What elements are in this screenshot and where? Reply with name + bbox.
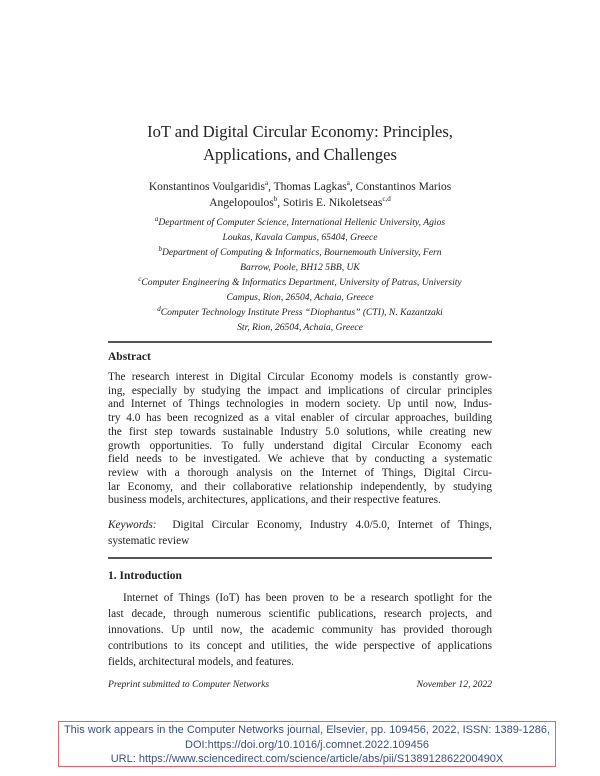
author-list: Konstantinos Voulgaridis$^a$, Thomas Lagkas$^a$, Constantinos Marios Angelopoulos$^b$, Sotiris E. Nikoletseas$^{c,d}$ <box>148 179 452 209</box>
abstract-text: The research interest in Digital Circular Economy models is constantly grow- ing, especially by studying the impact and implications of circular principles and Internet of Things technologies in modern society. Up until now, Indus- try 4.0 has been recognized as a vital enabler of circular approaches, building the first step towards sustainable Industry 5.0 solutions, while creating new growth opportunities. To fully understand digital Circular Economy each field needs to be investigated. We achieve that by conducting a systematic review with a thorough analysis on the Internet of Things, Digital Circu- lar Economy, and their collaborative relationship independently, by studying business models, architectures, applications, and their respective features. <box>108 371 492 507</box>
keywords: Keywords: Digital Circular Economy, Industry 4.0/5.0, Internet of Things, systematic review <box>108 519 492 547</box>
footer-date: November 12, 2022 <box>416 679 492 690</box>
divider-top <box>108 341 492 343</box>
publication-notice: This work appears in the Computer Networks journal, Elsevier, pp. 109456, 2022, ISSN: 1389-1286, DOI:https://doi.org/10.1016/j.comnet.2022.109456 URL: https://www.sciencedirect.com/science/article/abs/pii/S138912862200490X <box>58 721 556 767</box>
section-heading-introduction: 1. Introduction <box>108 570 182 582</box>
affiliations: $^a$Department of Computer Science, International Hellenic University, Agios Loukas, Kavala Campus, 65404, Greece $^b$Department of Computing & Informatics, Bournemouth University, Fern Barrow, Poole, BH12 5BB, UK $^c$Computer Engineering & Informatics Department, University of Patras, University Campus, Rion, 26504, Achaia, Greece $^d$Computer Technology Institute Press “Diophantus” (CTI), N. Kazantzaki Str, Rion, 26504, Achaia, Greece <box>138 214 462 333</box>
divider-bottom <box>108 557 492 559</box>
footer-preprint: Preprint submitted to Computer Networks <box>108 679 270 690</box>
paper-title: IoT and Digital Circular Economy: Principles, Applications, and Challenges <box>147 122 453 164</box>
doi-link[interactable]: DOI:https://doi.org/10.1016/j.comnet.2022.109456 <box>185 738 429 751</box>
introduction-text: Internet of Things (IoT) has been proven to be a research spotlight for the last decade, through numerous scientific publications, research projects, and innovations. Up until now, the academic community has provided thorough contributions to its concept and utilities, the wide perspective of applications fields, architectural models, and features. <box>108 592 492 668</box>
abstract-heading: Abstract <box>108 351 151 363</box>
url-link[interactable]: URL: https://www.sciencedirect.com/science/article/abs/pii/S138912862200490X <box>110 753 504 765</box>
